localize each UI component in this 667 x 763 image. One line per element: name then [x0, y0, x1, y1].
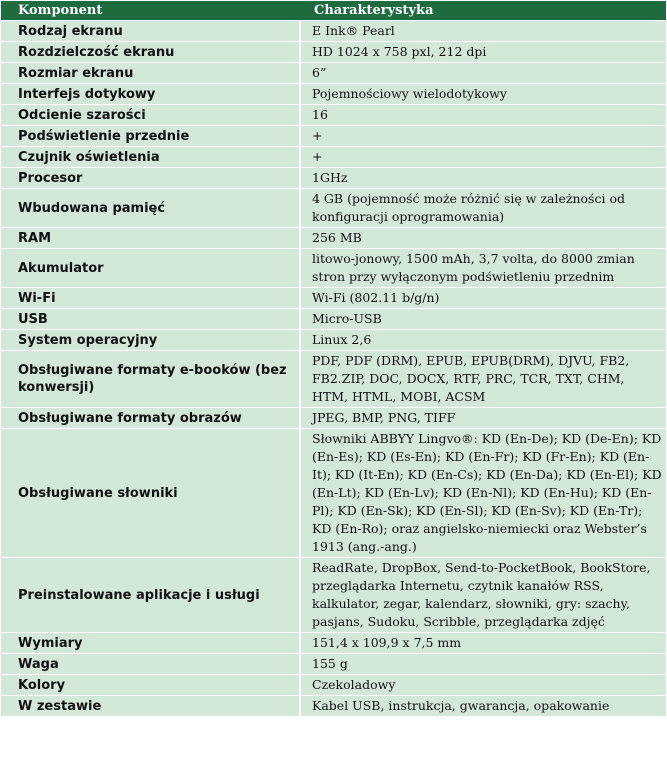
table-row	[1, 429, 666, 558]
table-row	[1, 558, 666, 633]
component-name: Wi-Fi	[18, 290, 56, 306]
component-value: 16	[300, 105, 666, 126]
table-row	[1, 330, 666, 351]
header-komponent: Komponent	[1, 1, 300, 21]
component-value: 6”	[300, 63, 666, 84]
component-value: ReadRate, DropBox, Send-to-PocketBook, BookStore, przeglądarka Internetu, czytnik kanałów RSS, kalkulator, zegar, kalendarz, słowniki, gry: szachy, pasjans, Sudoku, Scribble, przeglądarka zdjęć	[300, 558, 666, 633]
table-row	[1, 21, 666, 42]
table-row	[1, 84, 666, 105]
component-value: Micro-USB	[300, 309, 666, 330]
component-value: Linux 2,6	[300, 330, 666, 351]
component-value: 151,4 x 109,9 x 7,5 mm	[300, 633, 666, 654]
table-row	[1, 147, 666, 168]
component-value: Pojemnościowy wielodotykowy	[300, 84, 666, 105]
table-row	[1, 633, 666, 654]
table-row	[1, 654, 666, 675]
component-value: litowo-jonowy, 1500 mAh, 3,7 volta, do 8000 zmian stron przy wyłączonym podświetleniu przednim	[300, 249, 666, 288]
component-value: 1GHz	[300, 168, 666, 189]
component-name: Rozmiar ekranu	[18, 65, 134, 81]
component-value: Kabel USB, instrukcja, gwarancja, opakowanie	[300, 696, 666, 717]
table-row	[1, 105, 666, 126]
component-value: +	[300, 126, 666, 147]
table-row	[1, 126, 666, 147]
table-row	[1, 168, 666, 189]
component-value: PDF, PDF (DRM), EPUB, EPUB(DRM), DJVU, FB2, FB2.ZIP, DOC, DOCX, RTF, PRC, TCR, TXT, CHM, HTM, HTML, MOBI, ACSM	[300, 351, 666, 408]
table-row	[1, 351, 666, 408]
table-row	[1, 696, 666, 717]
table-row	[1, 189, 666, 228]
component-name: Kolory	[18, 677, 66, 693]
component-value: Słowniki ABBYY Lingvo®: KD (En-De); KD (De-En); KD (En-Es); KD (Es-En); KD (En-Fr); KD (Fr-En); KD (En-It); KD (It-En); KD (En-Cs); KD (En-Da); KD (En-El); KD (En-Lt); KD (En-Lv); KD (En-Nl); KD (En-Hu); KD (En-Pl); KD (En-Sk); KD (En-Sl); KD (En-Sv); KD (En-Tr); KD (En-Ro); oraz angielsko-niemiecki oraz Webster’s 1913 (ang.-ang.)	[300, 429, 666, 558]
table-row	[1, 228, 666, 249]
component-name: Akumulator	[18, 260, 104, 276]
component-name: Obsługiwane formaty obrazów	[18, 410, 242, 426]
component-value: HD 1024 x 758 pxl, 212 dpi	[300, 42, 666, 63]
component-name: Interfejs dotykowy	[18, 86, 156, 102]
component-name: Podświetlenie przednie	[18, 128, 190, 144]
component-name: RAM	[18, 230, 52, 246]
component-name: Rodzaj ekranu	[18, 23, 123, 39]
table-row	[1, 63, 666, 84]
component-name: Preinstalowane aplikacje i usługi	[18, 587, 260, 603]
component-value: 155 g	[300, 654, 666, 675]
component-name: Wymiary	[18, 635, 83, 651]
component-value: Wi-Fi (802.11 b/g/n)	[300, 288, 666, 309]
table-row	[1, 249, 666, 288]
component-name: USB	[18, 311, 48, 327]
component-value: JPEG, BMP, PNG, TIFF	[300, 408, 666, 429]
table-row	[1, 42, 666, 63]
component-name: Waga	[18, 656, 59, 672]
component-name: System operacyjny	[18, 332, 158, 348]
component-value: 256 MB	[300, 228, 666, 249]
component-name: W zestawie	[18, 698, 102, 714]
component-value: +	[300, 147, 666, 168]
component-name: Odcienie szarości	[18, 107, 146, 123]
component-value: E Ink® Pearl	[300, 21, 666, 42]
header-charakterystyka: Charakterystyka	[300, 1, 666, 21]
component-value: 4 GB (pojemność może różnić się w zależności od konfiguracji oprogramowania)	[300, 189, 666, 228]
component-name: Wbudowana pamięć	[18, 200, 166, 216]
table-row	[1, 675, 666, 696]
table-row	[1, 288, 666, 309]
table-row	[1, 309, 666, 330]
table-row	[1, 408, 666, 429]
table-header-row	[1, 1, 666, 21]
component-name: Obsługiwane słowniki	[18, 485, 178, 501]
component-name: Obsługiwane formaty e-booków (bez konwersji)	[18, 363, 287, 395]
component-value: Czekoladowy	[300, 675, 666, 696]
component-name: Procesor	[18, 170, 83, 186]
specification-table	[1, 1, 666, 716]
component-name: Czujnik oświetlenia	[18, 149, 160, 165]
component-name: Rozdzielczość ekranu	[18, 44, 175, 60]
